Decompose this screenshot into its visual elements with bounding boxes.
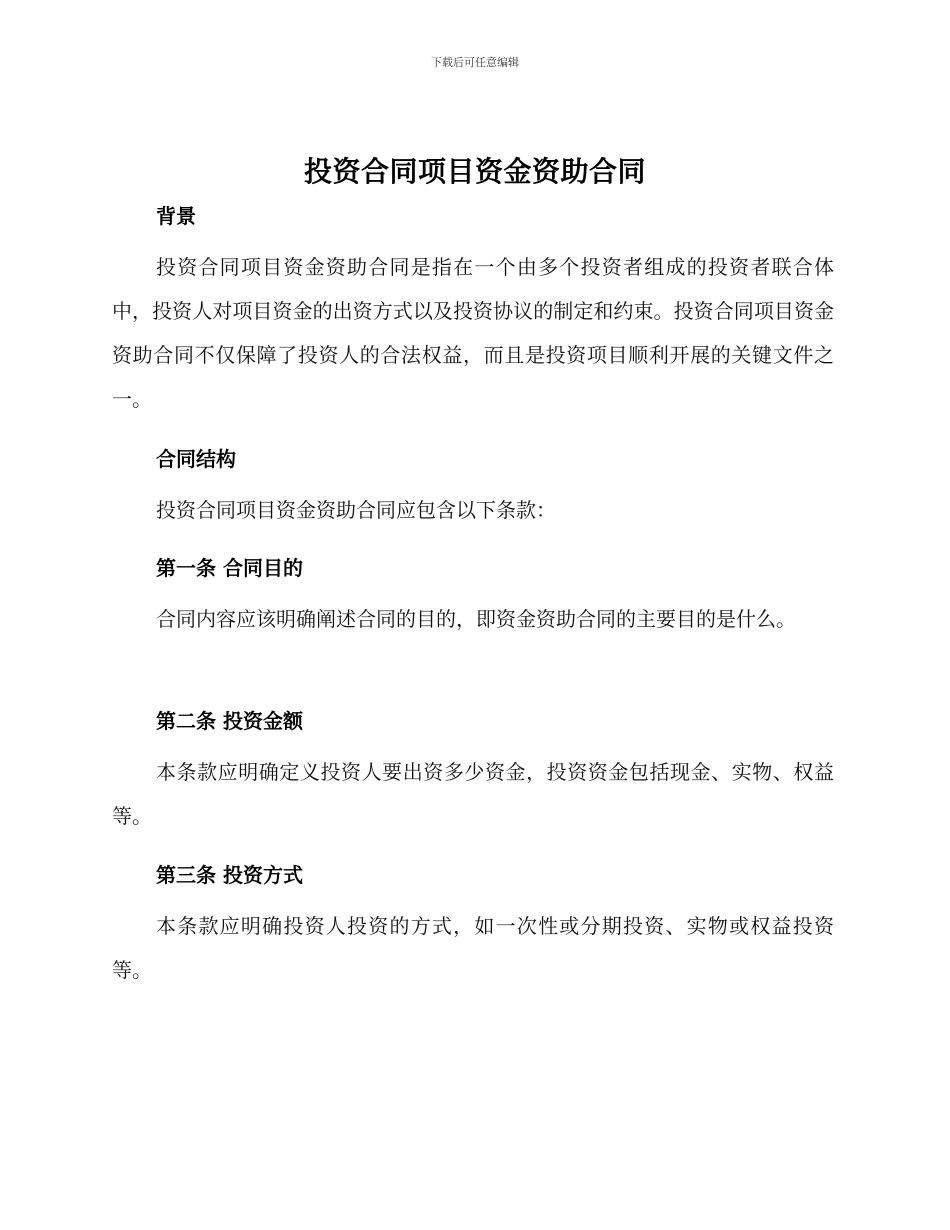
section-heading-structure: 合同结构 <box>156 447 236 471</box>
section-heading-article-2: 第二条 投资金额 <box>156 709 303 733</box>
section-heading-article-3: 第三条 投资方式 <box>156 863 303 887</box>
paragraph-article-2: 本条款应明确定义投资人要出资多少资金，投资资金包括现金、实物、权益等。 <box>112 760 834 828</box>
document-title: 投资合同项目资金资助合同 <box>303 155 646 188</box>
header-note: 下载后可任意编辑 <box>431 56 519 69</box>
paragraph-article-1: 合同内容应该明确阐述合同的目的，即资金资助合同的主要目的是什么。 <box>156 607 796 631</box>
section-heading-background: 背景 <box>156 204 196 228</box>
paragraph-background: 投资合同项目资金资助合同是指在一个由多个投资者组成的投资者联合体中，投资人对项目资金的出资方式以及投资协议的制定和约束。投资合同项目资金资助合同不仅保障了投资人的合法权益，而且是投资项目顺利开展的关键文件之一。 <box>112 255 834 411</box>
paragraph-article-3: 本条款应明确投资人投资的方式，如一次性或分期投资、实物或权益投资等。 <box>112 914 834 982</box>
paragraph-structure: 投资合同项目资金资助合同应包含以下条款： <box>156 498 556 522</box>
section-heading-article-1: 第一条 合同目的 <box>156 556 303 580</box>
